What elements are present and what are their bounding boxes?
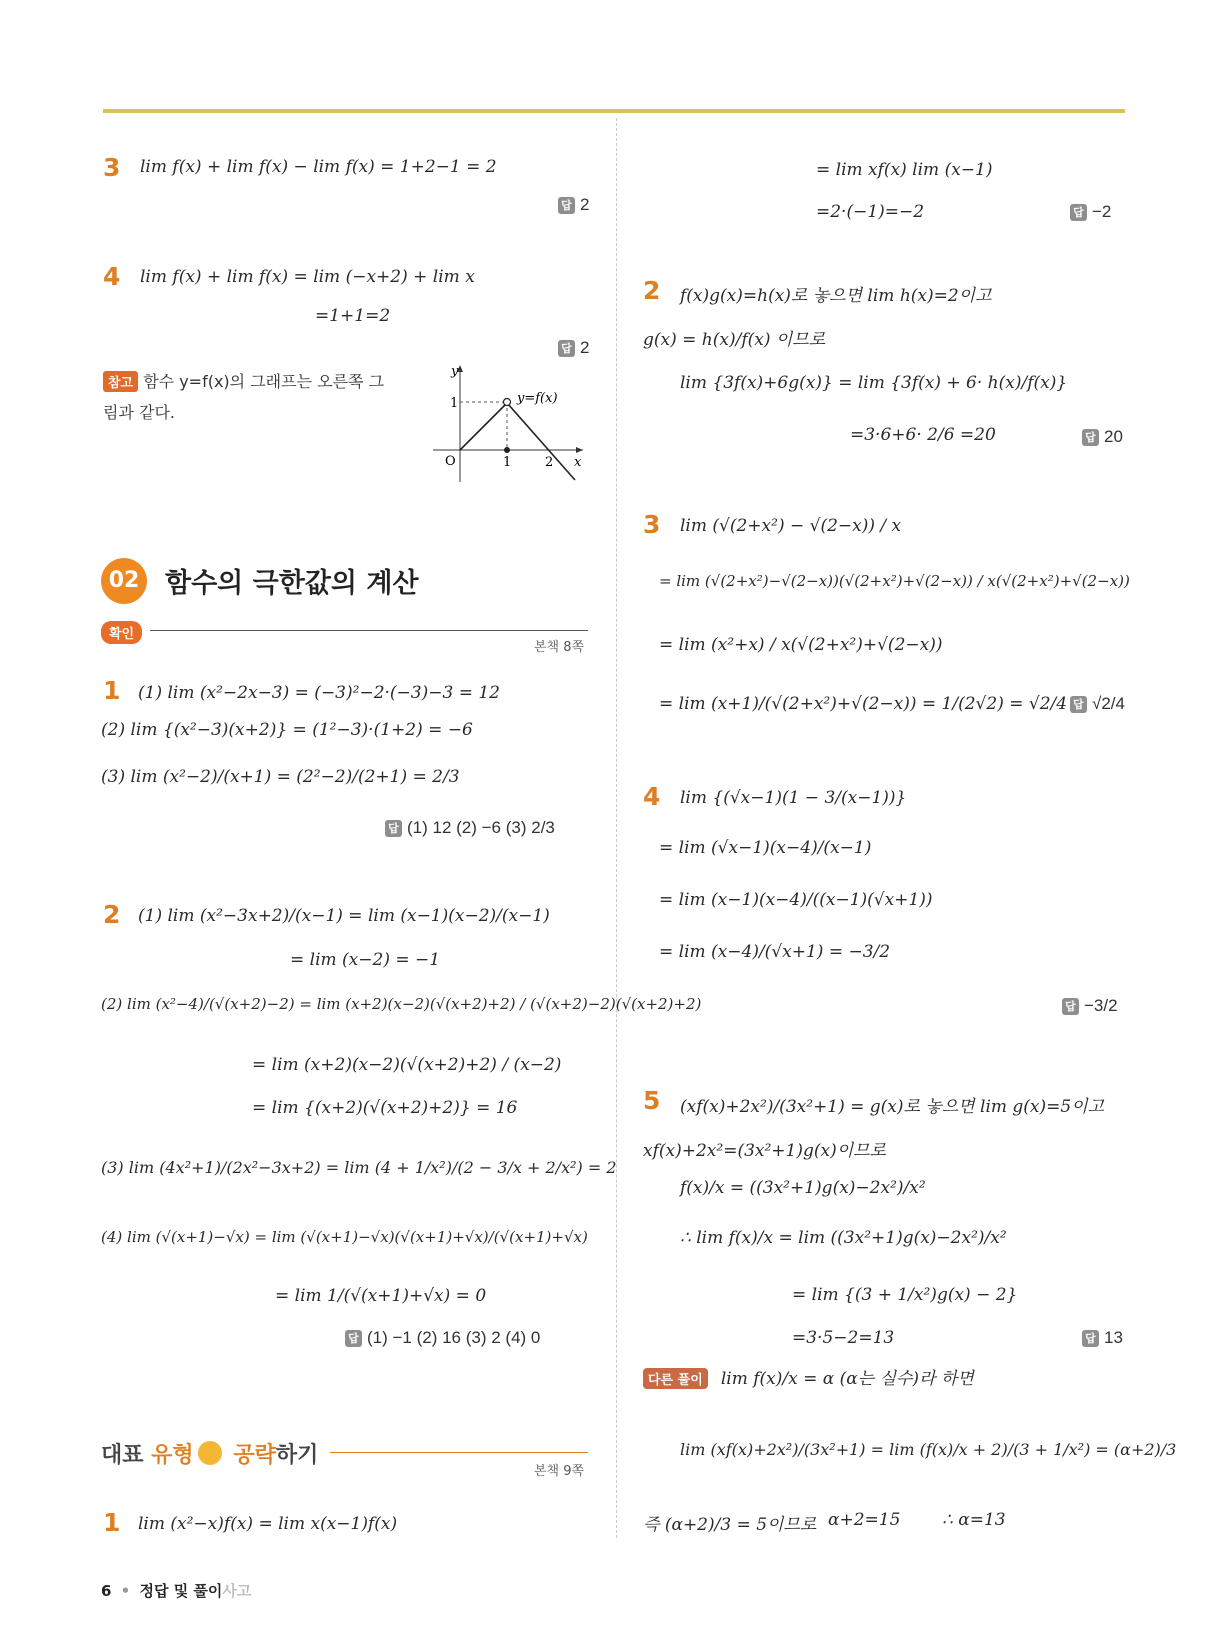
book-ref: 본책 9쪽	[534, 1464, 585, 1479]
problem-number: 5	[643, 1086, 661, 1115]
section-number-badge: 02	[101, 558, 147, 604]
function-graph	[433, 362, 588, 484]
problem-expression: = lim {(x+2)(√(x+2)+2)} = 16	[252, 1098, 518, 1118]
answer-line: 답 (1) −1 (2) 16 (3) 2 (4) 0	[345, 1328, 540, 1348]
problem-expression: = lim (x−4)/(√x+1) = −3/2	[659, 942, 891, 962]
problem-expression: = lim {(3 + 1/x²)g(x) − 2}	[792, 1285, 1018, 1305]
problem-expression: lim f(x) + lim f(x) = lim (−x+2) + lim x	[140, 267, 475, 287]
problem-expression: = lim (x²+x) / x(√(2+x²)+√(2−x))	[659, 635, 943, 655]
problem-number: 2	[103, 900, 121, 929]
book-ref: 본책 8쪽	[534, 640, 585, 655]
problem-expression: = lim xf(x) lim (x−1)	[816, 160, 993, 180]
graph-y-label: y	[451, 364, 459, 379]
problem-expression: = lim (x−1)(x−4)/((x−1)(√x+1))	[659, 890, 933, 910]
graph-function-label: y=f(x)	[517, 391, 558, 406]
answer-line: 답 −2	[1070, 202, 1111, 222]
problem-expression: = lim (x+2)(x−2)(√(x+2)+2) / (x−2)	[252, 1055, 562, 1075]
answer-line: 답 13	[1082, 1328, 1123, 1348]
problem-expression: (xf(x)+2x²)/(3x²+1) = g(x)로 놓으면 lim g(x)=5이고	[680, 1097, 1105, 1117]
answer-badge-icon: 답	[1070, 204, 1087, 221]
footer-title: 정답 및 풀이	[139, 1582, 223, 1600]
problem-expression: 즉 (α+2)/3 = 5이므로	[643, 1515, 817, 1535]
answer-badge-icon: 답	[558, 197, 575, 214]
problem-expression: ∴ lim f(x)/x = lim ((3x²+1)g(x)−2x²)/x²	[680, 1228, 1007, 1248]
section-title: 함수의 극한값의 계산	[165, 568, 419, 599]
problem-expression: =3·5−2=13	[792, 1328, 895, 1348]
note-block	[103, 369, 384, 392]
answer-badge-icon: 답	[1082, 1330, 1099, 1347]
alt-solution	[643, 1364, 974, 1389]
problem-expression: lim (x²−x)f(x) = lim x(x−1)f(x)	[138, 1514, 398, 1534]
answer-badge-icon: 답	[345, 1330, 362, 1347]
answer-badge-icon: 답	[1070, 696, 1087, 713]
problem-expression: g(x) = h(x)/f(x) 이므로	[643, 330, 826, 350]
problem-expression: xf(x)+2x²=(3x²+1)g(x)이므로	[643, 1141, 886, 1161]
check-tag: 확인	[101, 621, 142, 644]
problem-expression: lim f(x) + lim f(x) − lim f(x) = 1+2−1 = 2	[140, 157, 497, 177]
rep-title: 대표 유형 공략하기	[101, 1443, 319, 1468]
problem-number: 4	[103, 262, 121, 291]
problem-expression: (2) lim {(x²−3)(x+2)} = (1²−3)·(1+2) = −6	[101, 720, 473, 740]
problem-number: 2	[643, 276, 661, 305]
problem-expression: α+2=15	[828, 1510, 901, 1530]
problem-expression: lim (xf(x)+2x²)/(3x²+1) = lim (f(x)/x + 2)/(3 + 1/x²) = (α+2)/3	[680, 1440, 1177, 1459]
page-number: 6	[101, 1582, 112, 1600]
problem-expression: =2·(−1)=−2	[816, 202, 925, 222]
problem-expression: =3·6+6· 2/6 =20	[850, 425, 996, 445]
note-tag: 참고	[103, 371, 138, 392]
divider-line	[150, 630, 588, 631]
answer-badge-icon: 답	[1062, 998, 1079, 1015]
answer-badge-icon: 답	[1082, 429, 1099, 446]
problem-expression: = lim (√(2+x²)−√(2−x))(√(2+x²)+√(2−x)) / x(√(2+x²)+√(2−x))	[659, 572, 1130, 590]
graph-x-label: x	[574, 455, 582, 470]
problem-expression: = lim (x−2) = −1	[290, 950, 441, 970]
problem-expression: f(x)g(x)=h(x)로 놓으면 lim h(x)=2이고	[680, 286, 992, 306]
problem-expression: (1) lim (x²−3x+2)/(x−1) = lim (x−1)(x−2)/(x−1)	[138, 906, 550, 926]
problem-number: 3	[643, 510, 661, 539]
problem-expression: (2) lim (x²−4)/(√(x+2)−2) = lim (x+2)(x−2)(√(x+2)+2) / (√(x+2)−2)(√(x+2)+2)	[101, 995, 702, 1013]
problem-expression: (4) lim (√(x+1)−√x) = lim (√(x+1)−√x)(√(x+1)+√x)/(√(x+1)+√x)	[101, 1228, 588, 1246]
column-divider	[616, 118, 617, 1538]
answer-badge-icon: 답	[558, 340, 575, 357]
problem-expression: = lim 1/(√(x+1)+√x) = 0	[275, 1286, 487, 1306]
problem-expression: f(x)/x = ((3x²+1)g(x)−2x²)/x²	[680, 1178, 926, 1198]
answer-line: 답 2	[558, 338, 589, 358]
answer-line: 답 2	[558, 195, 589, 215]
note-text: 함수 y=f(x)의 그래프는 오른쪽 그	[143, 372, 385, 391]
problem-expression: ∴ α=13	[942, 1510, 1006, 1530]
page-footer: 6 • 정답 및 풀이사고	[101, 1582, 252, 1600]
problem-number: 4	[643, 782, 661, 811]
divider-line	[330, 1452, 588, 1453]
problem-number: 1	[103, 676, 121, 705]
problem-expression: lim f(x)/x = α (α는 실수)라 하면	[720, 1369, 974, 1389]
problem-number: 1	[103, 1508, 121, 1537]
problem-expression: lim {3f(x)+6g(x)} = lim {3f(x) + 6· h(x)/f(x)}	[680, 373, 1068, 393]
answer-line: 답 20	[1082, 427, 1123, 447]
note-text: 림과 같다.	[103, 403, 175, 422]
top-accent-bar	[103, 109, 1125, 113]
bulb-icon	[198, 1441, 222, 1465]
problem-expression: lim (√(2+x²) − √(2−x)) / x	[680, 516, 902, 536]
answer-badge-icon: 답	[385, 820, 402, 837]
problem-number: 3	[103, 153, 121, 182]
footer-brand: 사고	[222, 1582, 252, 1600]
problem-expression: lim {(√x−1)(1 − 3/(x−1))}	[680, 788, 907, 808]
graph-origin-label: O	[445, 454, 456, 469]
answer-line: 답 (1) 12 (2) −6 (3) 2/3	[385, 818, 555, 838]
problem-expression: = lim (√x−1)(x−4)/(x−1)	[659, 838, 872, 858]
check-tag-wrap	[101, 621, 142, 644]
answer-line: 답 √2/4	[1070, 694, 1125, 714]
answer-line: 답 −3/2	[1062, 996, 1118, 1016]
problem-expression: (3) lim (x²−2)/(x+1) = (2²−2)/(2+1) = 2/3	[101, 767, 460, 787]
problem-expression: (3) lim (4x²+1)/(2x²−3x+2) = lim (4 + 1/x²)/(2 − 3/x + 2/x²) = 2	[101, 1158, 617, 1177]
graph-y-tick: 1	[450, 396, 459, 411]
graph-x-tick: 1	[503, 455, 512, 470]
graph-x-tick: 2	[545, 455, 554, 470]
alt-solution-tag: 다른 풀이	[643, 1368, 708, 1389]
problem-expression: (1) lim (x²−2x−3) = (−3)²−2·(−3)−3 = 12	[138, 683, 500, 703]
problem-expression: = lim (x+1)/(√(2+x²)+√(2−x)) = 1/(2√2) = √2/4	[659, 694, 1068, 714]
problem-expression: =1+1=2	[315, 306, 391, 326]
